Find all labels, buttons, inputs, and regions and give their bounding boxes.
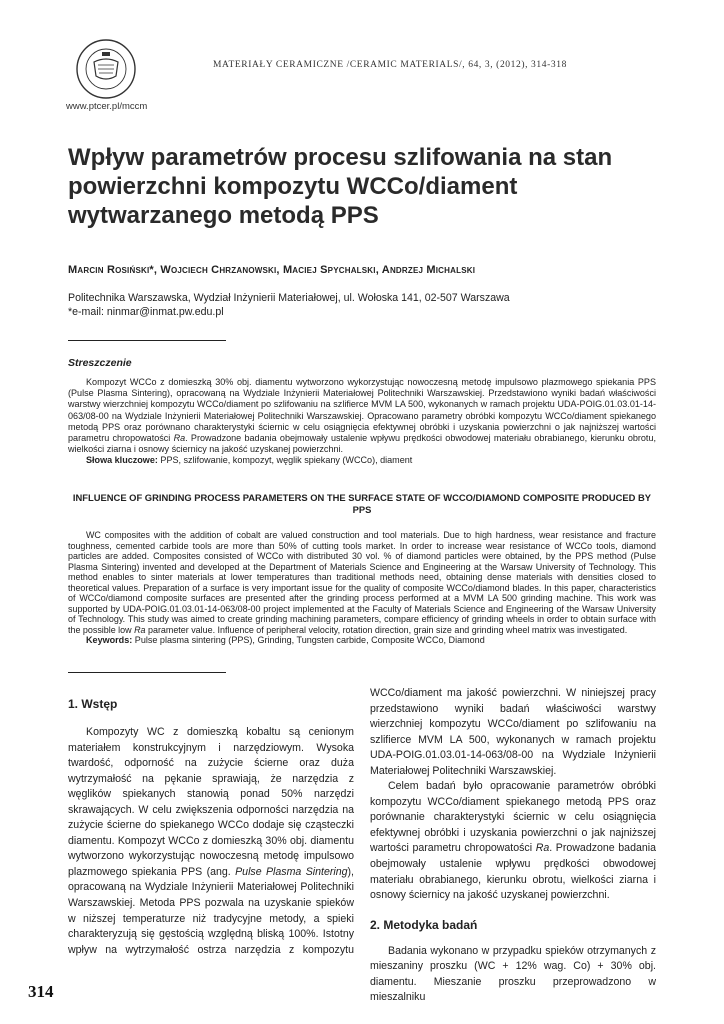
journal-url[interactable]: www.ptcer.pl/mccm <box>66 101 148 112</box>
abstract-pl <box>68 377 656 467</box>
paragraph: Badania wykonano w przypadku spieków otrzymanych z mieszaniny proszku (WC + 12% wag. Co) + 30% obj. diamentu. Mieszanie proszku przeprowadzono w mieszalniku <box>370 944 656 1004</box>
paragraph: Celem badań było opracowanie parametrów obróbki kompozytu WCCo/diament spiekanego metodą PPS oraz porównanie charakterystyki ściernic w celu osiągnięcia efektywnej obróbki i uzyskania powierzchni o jak najniższej wartości parametru chropowatości Ra. Prowadzone badania obejmowały ustalenie wpływu prędkości obwodowej materiału obrabianego, kierunku obrotu, wielkości ziarna i osnowy ściernicy na jakość uzyskanej powierzchni. <box>370 780 656 902</box>
contact-email: *e-mail: ninmar@inmat.pw.edu.pl <box>68 306 224 318</box>
english-title: INFLUENCE OF GRINDING PROCESS PARAMETERS ON THE SURFACE STATE OF WCCO/DIAMOND COMPOSITE PRODUCED BY PPS <box>72 492 652 515</box>
article-title: Wpływ parametrów procesu szlifowania na stan powierzchni kompozytu WCCo/diament wytwarzanego metodą PPS <box>68 144 613 229</box>
divider <box>68 672 226 673</box>
abstract-en <box>68 530 656 646</box>
author-list: Marcin Rosiński*, Wojciech Chrzanowski, Maciej Spychalski, Andrzej Michalski <box>68 264 476 276</box>
section-heading: 1. Wstęp <box>68 697 118 711</box>
journal-reference: MATERIAŁY CERAMICZNE /CERAMIC MATERIALS/, 64, 3, (2012), 314-318 <box>213 60 567 70</box>
abstract-en-text: WC composites with the addition of cobalt are valued construction and tool materials. Due to high hardness, wear resistance and fracture toughness, cemented carbide tools are more than 50% of cutting tools market. In order to increase wear resistance of WCCo tools, diamond particles are added. Composites consisted of WCCo with distributed 30 vol. % of diamond particles were obtained, by the PPS method (Pulse Plasma Sintering) invented and developed at the Department of Materials Science and Engineering at the Warsaw University of Technology. This method enables to sinter materials at lower temperatures than traditional methods need, obtaining dense materials with densities closed to theoretical values. Preparation of a surface is very important issue for the quality of composite WCCo/diamond blades. In this paper, characteristics of WCCo/diamond composite surfaces are presented after the grinding process performed at a MVM LA 500 grinding machine. This work was supported by UDA-POIG.01.03.01-14-063/08-00 project implemented at the Faculty of Materials Science and Engineering of the Warsaw University of Technology. This study was aimed to create grinding machining parameters, compare efficiency of grinding wheels in order to obtain surface with the possible low Ra parameter value. Influence of peripheral velocity, rotation direction, grain size and grinding wheel matrix was investigated. <box>68 530 656 635</box>
society-logo <box>62 38 150 100</box>
abstract-heading: Streszczenie <box>68 357 132 369</box>
abstract-pl-text: Kompozyt WCCo z domieszką 30% obj. diamentu wytworzono wykorzystując nowoczesną metodę impulsowo plazmowego spiekania PPS (Pulse Plasma Sintering), opracowaną na Wydziale Inżynierii Materiałowej Politechniki Warszawskiej. Przedstawiono wyniki badań właściwości warstwy wierzchniej kompozytu WCCo/diament po szlifowaniu na szlifierce MVM LA 500, wykonanych w ramach projektu UDA-POIG.01.03.01-14-063/08-00 na Wydziale Inżynierii Materiałowej Politechniki Warszawskiej. Opracowano parametry obróbki kompozytu WCCo/diament spiekanego metodą PPS oraz porównano charakterystyki ściernic w celu osiągnięcia efektywnej obróbki i uzyskania powierzchni o jak najniższej wartości parametru chropowatości Ra. Prowadzone badania obejmowały ustalenie wpływu prędkości obwodowej materiału obrabianego, kierunku obrotu, wielkości ziarna i osnowy ściernicy na jakość uzyskanej powierzchni. <box>68 377 656 455</box>
affiliation-block <box>68 291 510 319</box>
paragraph-continued: WCCo/diament ma jakość powierzchni. W niniejszej pracy przedstawiono wyniki badań właściwości warstwy wierzchniej kompozytu WCCo/diament po szlifowaniu na szlifierce MVM LA 500, wykonanych w ramach projektu UDA-POIG.01.03.01-14-063/08-00 na Wydziale Inżynierii Materiałowej Politechniki Warszawskiej. <box>370 687 657 777</box>
column-right <box>370 686 656 1006</box>
affiliation: Politechnika Warszawska, Wydział Inżynierii Materiałowej, ul. Wołoska 141, 02-507 Warszawa <box>68 292 510 304</box>
column-left <box>68 697 354 958</box>
paragraph: Kompozyty WC z domieszką kobaltu są cenionym materiałem konstrukcyjnym i narzędziowym. Wysoka twardość, odporność na zużycie ścierne oraz duża wytrzymałość na pękanie sprawiają, że narzędzia z węglików spiekanych stanowią ponad 50% narzędzi skrawających. W celu zwiększenia odporności narzędzia na zużycie ścierne do spiekanego WCCo dodaje się cząsteczki diamentu. Kompozyt WCCo z domieszką 30% obj. diamentu wytworzono wykorzystując nowoczesną metodę impulsowo plazmowego spiekania PPS (ang. Pulse Plasma Sintering), opracowaną na Wydziale Inżynierii Materiałowej Politechniki Warszawskiej. Metoda PPS pozwala na uzyskanie spieków w niższej temperaturze niż tradycyjne metody, a spieki charakteryzują się gęstością względną bliską 100%. Istotny wpływ na wytrzymałość ostrza narzędzia z kompozytu <box>68 726 355 956</box>
divider <box>68 340 226 341</box>
page-number: 314 <box>28 982 54 1001</box>
keywords-pl: Słowa kluczowe: PPS, szlifowanie, kompozyt, węglik spiekany (WCCo), diament <box>86 455 413 466</box>
section-heading: 2. Metodyka badań <box>370 917 478 932</box>
keywords-en: Keywords: Pulse plasma sintering (PPS), Grinding, Tungsten carbide, Composite WCCo, Diamond <box>86 635 485 645</box>
